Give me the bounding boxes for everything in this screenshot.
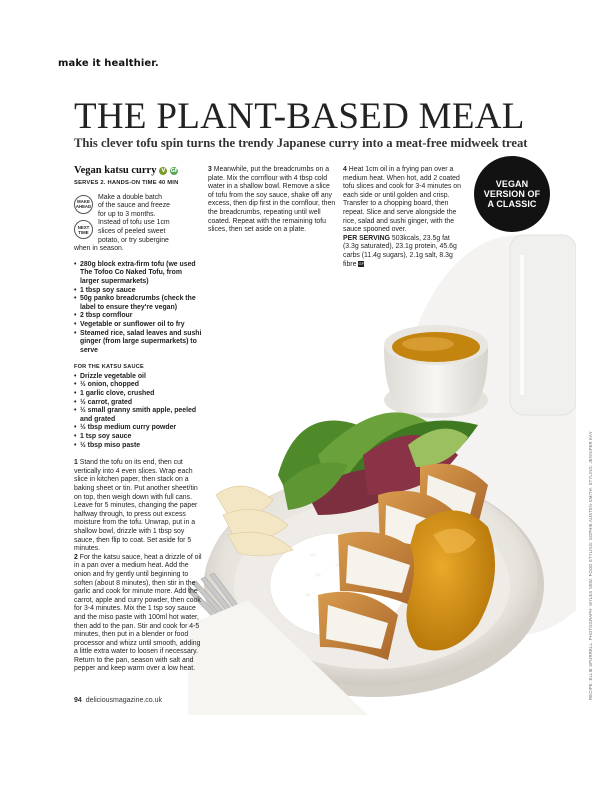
section-tag: make it healthier. xyxy=(58,58,159,69)
tip-line: of the sauce and freeze xyxy=(98,202,171,210)
sauce-ingredient-item: • 1 tsp soy sauce xyxy=(74,433,202,442)
sauce-ingredient-item: • Drizzle vegetable oil xyxy=(74,373,202,382)
make-ahead-tip xyxy=(74,194,202,220)
next-time-text xyxy=(98,219,202,245)
step-number: 3 xyxy=(208,166,212,173)
method-step-4 xyxy=(343,166,467,235)
page-subheading: This clever tofu spin turns the trendy Japanese curry into a meat-free midweek treat xyxy=(74,136,528,150)
make-ahead-text xyxy=(98,194,202,220)
page-number: 94 xyxy=(74,697,82,704)
photo-credits xyxy=(581,420,591,700)
tip-line: Make a double batch xyxy=(98,193,162,201)
step-number: 1 xyxy=(74,459,78,467)
recipe-title-text: Vegan katsu curry xyxy=(74,165,157,176)
page-headline: THE PLANT-BASED MEAL xyxy=(74,96,525,137)
tip-line: Instead of tofu use 1cm xyxy=(98,219,170,227)
method-step-1 xyxy=(74,459,202,554)
gluten-free-icon: GF xyxy=(358,260,365,266)
recipe-column-3 xyxy=(343,166,467,269)
nutrition-info xyxy=(343,235,467,269)
ingredient-item: • 50g panko breadcrumbs (check the label to ensure they're vegan) xyxy=(74,295,202,312)
recipe-title xyxy=(74,165,202,177)
per-serving-label: PER SERVING xyxy=(343,234,390,242)
step-text: Meanwhile, put the breadcrumbs on a plate. Mix the cornflour with 4 tbsp cold water in a shallow bowl. Remove a slice of tofu from the soy sauce, shake off any excess, then dip first in the cornflour, then the breadcrumbs, repeating until well coated. Repeat with the remaining tofu slices, then set aside on a plate. xyxy=(208,166,336,234)
ingredient-item: • 1 tbsp soy sauce xyxy=(74,287,202,296)
recipe-column-1 xyxy=(74,165,202,674)
ingredient-item: • Steamed rice, salad leaves and sushi ginger (from large supermarkets) to serve xyxy=(74,330,202,356)
badge-line: VERSION OF xyxy=(483,189,541,199)
sauce-ingredient-item: • 1 garlic clove, crushed xyxy=(74,390,202,399)
tip-line: slices of peeled sweet xyxy=(98,227,166,235)
make-ahead-badge: MAKE AHEAD xyxy=(74,195,93,214)
ingredient-item: • 280g block extra-firm tofu (we used The Tofoo Co Naked Tofu, from larger supermarkets) xyxy=(74,261,202,287)
sauce-ingredient-item: • ½ onion, chopped xyxy=(74,381,202,390)
badge-line: VEGAN xyxy=(495,179,529,189)
step-number: 2 xyxy=(74,553,78,561)
credits-text: RECIPE: ELLIE SPURRELL. PHOTOGRAPH: MYLES NEW. FOOD STYLING: SOPHIE AUSTEN-SMITH. STYLING: JENNIFER KAY xyxy=(588,431,593,700)
next-time-badge: NEXT TIME xyxy=(74,220,93,239)
nutrition-values: 503kcals, 23.5g fat (3.3g saturated), 23.1g protein, 45.6g carbs (11.4g sugars), 2.1g salt, 8.3g fibre xyxy=(343,234,457,268)
footer-site: deliciousmagazine.co.uk xyxy=(85,697,163,704)
ingredient-item: • 2 tbsp cornflour xyxy=(74,312,202,321)
sauce-ingredient-item: • ½ tbsp miso paste xyxy=(74,442,202,451)
method-step-2 xyxy=(74,554,202,674)
step-number: 4 xyxy=(343,166,347,173)
next-time-tip xyxy=(74,219,202,245)
step-text: For the katsu sauce, heat a drizzle of oil in a pan over a medium heat. Add the onion and fry gently until beginning to soften (about 8 minutes), then stir in the garlic and cook for minute more. Add the carrot, apple and curry powder, then cook for 3-4 minutes. Mix the 1 tsp soy sauce and the miso paste with 100ml hot water, then add to the pan. Stir and cook for 4-5 minutes, then put in a blender or food processor and whizz until smooth, adding a little extra water to loosen if necessary. Return to the pan, season with salt and pepper and keep warm over a low heat. xyxy=(74,553,202,673)
tip-line: potato, or try subergine xyxy=(98,236,169,244)
gluten-free-icon: GF xyxy=(170,168,179,174)
method-step-3 xyxy=(208,166,336,235)
vegetarian-icon: V xyxy=(159,167,167,175)
page-footer xyxy=(74,697,162,704)
sauce-ingredients-list xyxy=(74,373,202,450)
step-text: Stand the tofu on its end, then cut vertically into 4 even slices. Wrap each slice in kitchen paper, then stack on a baking sheet or tin. Put another sheet/tin on top, then weigh down with full cans. Leave for 5 minutes, changing the paper halfway through, to press out excess moisture from the tofu. Unwrap, put in a shallow bowl, drizzle with 1 tbsp soy sauce, then flip to coat. Set aside for 5 minutes. xyxy=(74,459,198,553)
ingredients-list xyxy=(74,261,202,356)
recipe-column-2 xyxy=(208,166,336,235)
sauce-heading: FOR THE KATSU SAUCE xyxy=(74,364,144,371)
badge-line: A CLASSIC xyxy=(487,199,537,209)
sauce-ingredient-item: • ½ carrot, grated xyxy=(74,399,202,408)
step-text: Heat 1cm oil in a frying pan over a medium heat. When hot, add 2 coated tofu slices and cook for 3-4 minutes on each side or until golden and crisp. Transfer to a chopping board, then repeat. Slice and serve alongside the rice, salad and sushi ginger, with the sauce spooned over. xyxy=(343,166,461,234)
ingredient-item: • Vegetable or sunflower oil to fry xyxy=(74,321,202,330)
serves-info: SERVES 2. HANDS-ON TIME 40 MIN xyxy=(74,180,179,186)
spacer xyxy=(74,450,202,459)
next-time-tail: when in season. xyxy=(74,245,124,253)
vegan-badge xyxy=(474,156,550,232)
tip-line: for up to 3 months. xyxy=(98,210,156,218)
sauce-ingredient-item: • ½ tbsp medium curry powder xyxy=(74,424,202,433)
sauce-ingredient-item: • ½ small granny smith apple, peeled and grated xyxy=(74,407,202,424)
